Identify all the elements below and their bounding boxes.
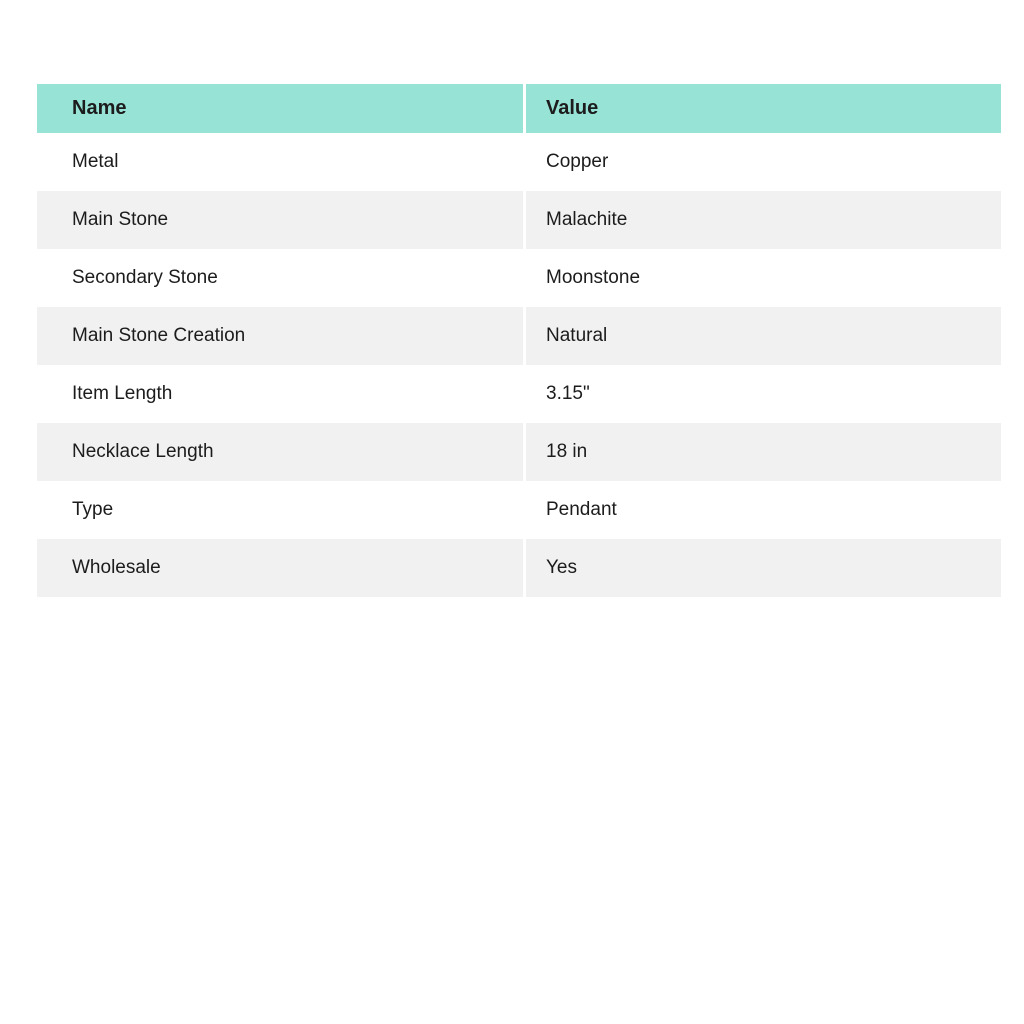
row-name-cell: Main Stone — [37, 191, 523, 249]
row-name-cell: Wholesale — [37, 539, 523, 597]
table-row — [37, 249, 1001, 307]
table-header-row — [37, 84, 1001, 133]
row-name-cell: Item Length — [37, 365, 523, 423]
row-value-cell: Natural — [526, 307, 1001, 365]
table-row — [37, 133, 1001, 191]
table-row — [37, 365, 1001, 423]
table-row — [37, 191, 1001, 249]
row-value-cell: Moonstone — [526, 249, 1001, 307]
column-header-name: Name — [37, 84, 523, 133]
row-name-cell: Type — [37, 481, 523, 539]
table-row — [37, 481, 1001, 539]
attributes-table — [37, 84, 1001, 597]
row-name-cell: Necklace Length — [37, 423, 523, 481]
table-row — [37, 423, 1001, 481]
row-name-cell: Metal — [37, 133, 523, 191]
row-value-cell: Pendant — [526, 481, 1001, 539]
row-name-cell: Main Stone Creation — [37, 307, 523, 365]
row-value-cell: Yes — [526, 539, 1001, 597]
row-value-cell: Copper — [526, 133, 1001, 191]
row-value-cell: 3.15" — [526, 365, 1001, 423]
table-row — [37, 307, 1001, 365]
table-row — [37, 539, 1001, 597]
row-name-cell: Secondary Stone — [37, 249, 523, 307]
column-header-value: Value — [526, 84, 1001, 133]
row-value-cell: 18 in — [526, 423, 1001, 481]
row-value-cell: Malachite — [526, 191, 1001, 249]
